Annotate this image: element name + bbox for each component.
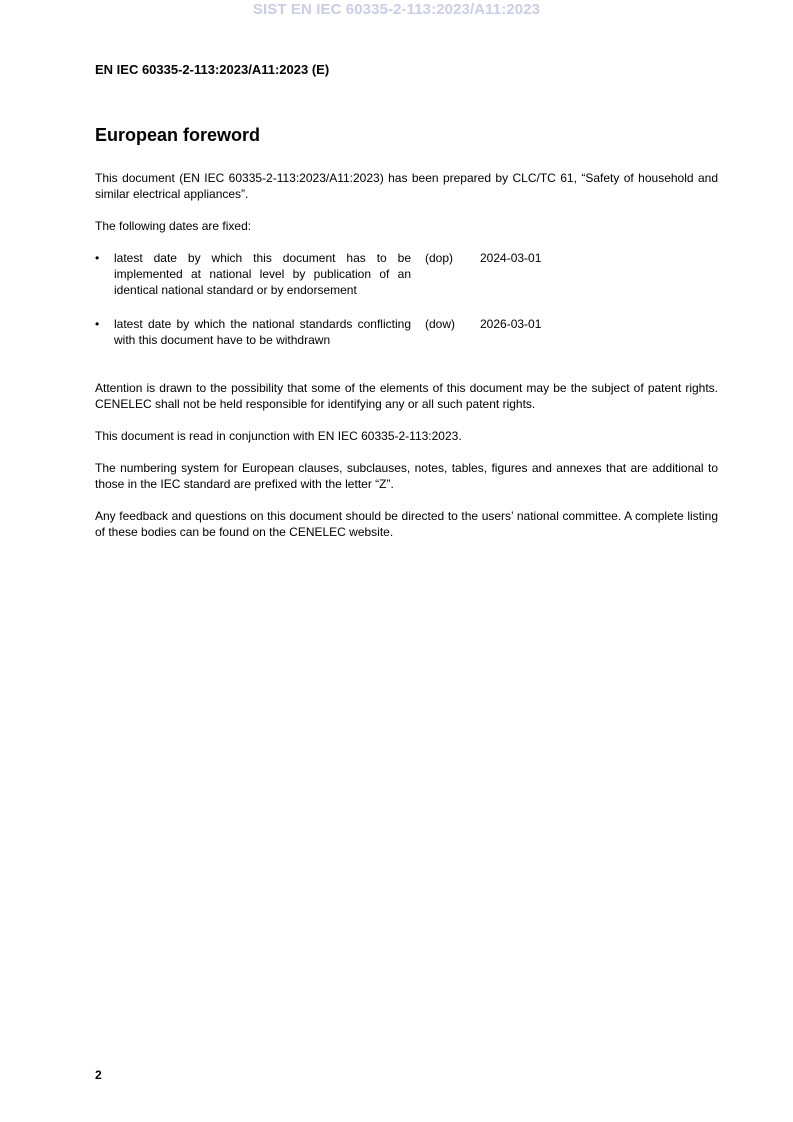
date-item-code: (dow): [425, 317, 456, 331]
date-item-code: (dop): [425, 251, 454, 265]
page-number: 2: [95, 1068, 102, 1082]
bullet-marker: •: [95, 317, 100, 331]
bullet-marker: •: [95, 251, 100, 265]
paragraph-conjunction: This document is read in conjunction with EN IEC 60335-2-113:2023.: [95, 429, 462, 443]
date-item-description: latest date by which this document has to be implemented at national level by publication of an identical national standard or by endorsement: [114, 251, 411, 297]
date-item-value: 2024-03-01: [480, 251, 542, 265]
paragraph-feedback: Any feedback and questions on this document should be directed to the users’ national committee. A complete listing of these bodies can be found on the CENELEC website.: [95, 509, 718, 539]
document-identifier: EN IEC 60335-2-113:2023/A11:2023 (E): [95, 62, 330, 77]
section-heading: European foreword: [95, 125, 261, 145]
watermark: SIST EN IEC 60335-2-113:2023/A11:2023: [252, 1, 541, 18]
paragraph-patent-rights: Attention is drawn to the possibility that some of the elements of this document may be the subject of patent rights. CENELEC shall not be held responsible for identifying any or all such patent rights.: [95, 381, 718, 411]
paragraph-prepared-by: This document (EN IEC 60335-2-113:2023/A11:2023) has been prepared by CLC/TC 61, “Safety of household and similar electrical appliances”.: [95, 171, 718, 201]
date-item-value: 2026-03-01: [480, 317, 542, 331]
date-item-description: latest date by which the national standards conflicting with this document have to be withdrawn: [114, 317, 411, 347]
paragraph-dates-intro: The following dates are fixed:: [95, 219, 252, 233]
paragraph-numbering: The numbering system for European clauses, subclauses, notes, tables, figures and annexes that are additional to those in the IEC standard are prefixed with the letter “Z”.: [95, 461, 718, 491]
